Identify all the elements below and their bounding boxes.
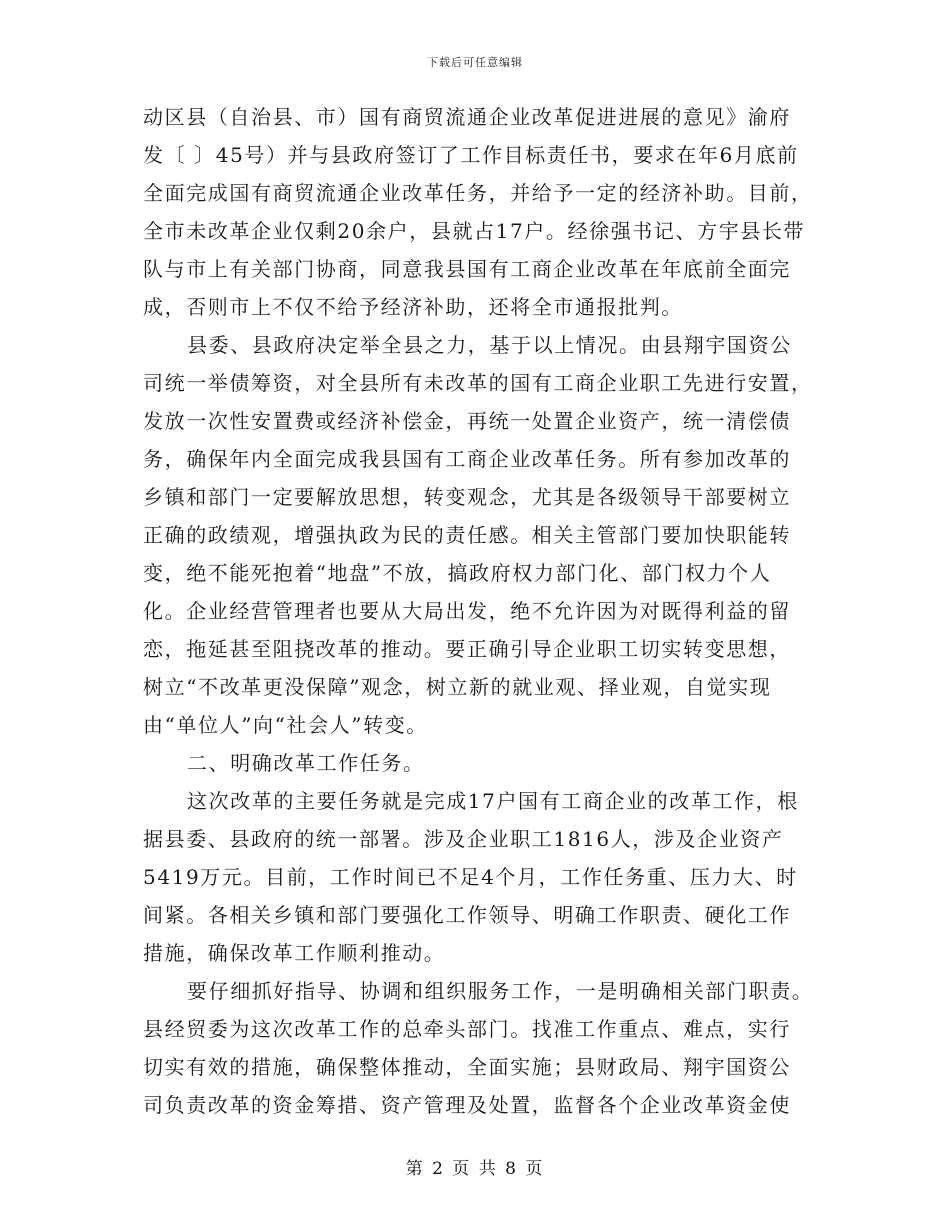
text-line: 恋，拖延甚至阻挠改革的推动。要正确引导企业职工切实转变思想， (143, 637, 791, 661)
text-line: 乡镇和部门一定要解放思想，转变观念，尤其是各级领导干部要树立 (143, 485, 791, 509)
text-line: 5419万元。目前，工作时间已不足4个月，工作任务重、压力大、时 (143, 865, 798, 889)
text-line: 由“单位人”向“社会人”转变。 (143, 713, 428, 737)
text-line: 务，确保年内全面完成我县国有工商企业改革任务。所有参加改革的 (143, 447, 791, 471)
text-line: 切实有效的措施，确保整体推动，全面实施；县财政局、翔宇国资公 (143, 1055, 791, 1079)
text-line: 树立“不改革更没保障”观念，树立新的就业观、择业观，自觉实现 (143, 675, 772, 699)
page-number-footer: 第 2 页 共 8 页 (405, 1159, 545, 1179)
text-line: 要仔细抓好指导、协调和组织服务工作，一是明确相关部门职责。 (187, 979, 814, 1003)
text-line: 发放一次性安置费或经济补偿金，再统一处置企业资产，统一清偿债 (143, 409, 791, 433)
text-line: 间紧。各相关乡镇和部门要强化工作领导、明确工作职责、硬化工作 (143, 903, 791, 927)
text-line: 这次改革的主要任务就是完成17户国有工商企业的改革工作，根 (187, 789, 799, 813)
document-body (143, 98, 813, 1124)
header-note: 下载后可任意编辑 (427, 56, 523, 69)
text-line: 动区县（自治县、市）国有商贸流通企业改革促进进展的意见》渝府 (143, 105, 791, 129)
text-line: 变，绝不能死抱着“地盘”不放，搞政府权力部门化、部门权力个人 (143, 561, 772, 585)
text-line: 化。企业经营管理者也要从大局出发，绝不允许因为对既得利益的留 (143, 599, 791, 623)
text-line: 正确的政绩观，增强执政为民的责任感。相关主管部门要加快职能转 (143, 523, 791, 547)
text-line: 据县委、县政府的统一部署。涉及企业职工1816人，涉及企业资产 (143, 827, 784, 851)
text-line: 全市未改革企业仅剩20余户，县就占17户。经徐强书记、方宇县长带 (143, 219, 806, 243)
text-line: 县经贸委为这次改革工作的总牵头部门。找准工作重点、难点，实行 (143, 1017, 791, 1041)
text-line: 成，否则市上不仅不给予经济补助，还将全市通报批判。 (143, 295, 683, 319)
text-line: 司统一举债筹资，对全县所有未改革的国有工商企业职工先进行安置， (143, 371, 813, 395)
text-line: 全面完成国有商贸流通企业改革任务，并给予一定的经济补助。目前， (143, 181, 813, 205)
text-line: 队与市上有关部门协商，同意我县国有工商企业改革在年底前全面完 (143, 257, 791, 281)
text-line: 县委、县政府决定举全县之力，基于以上情况。由县翔宇国资公 (187, 333, 792, 357)
text-line: 措施，确保改革工作顺利推动。 (143, 941, 446, 965)
text-line: 司负责改革的资金筹措、资产管理及处置，监督各个企业改革资金使 (143, 1093, 791, 1117)
text-line: 二、明确改革工作任务。 (187, 751, 425, 775)
text-line: 发〔 〕45号）并与县政府签订了工作目标责任书，要求在年6月底前 (143, 143, 799, 167)
